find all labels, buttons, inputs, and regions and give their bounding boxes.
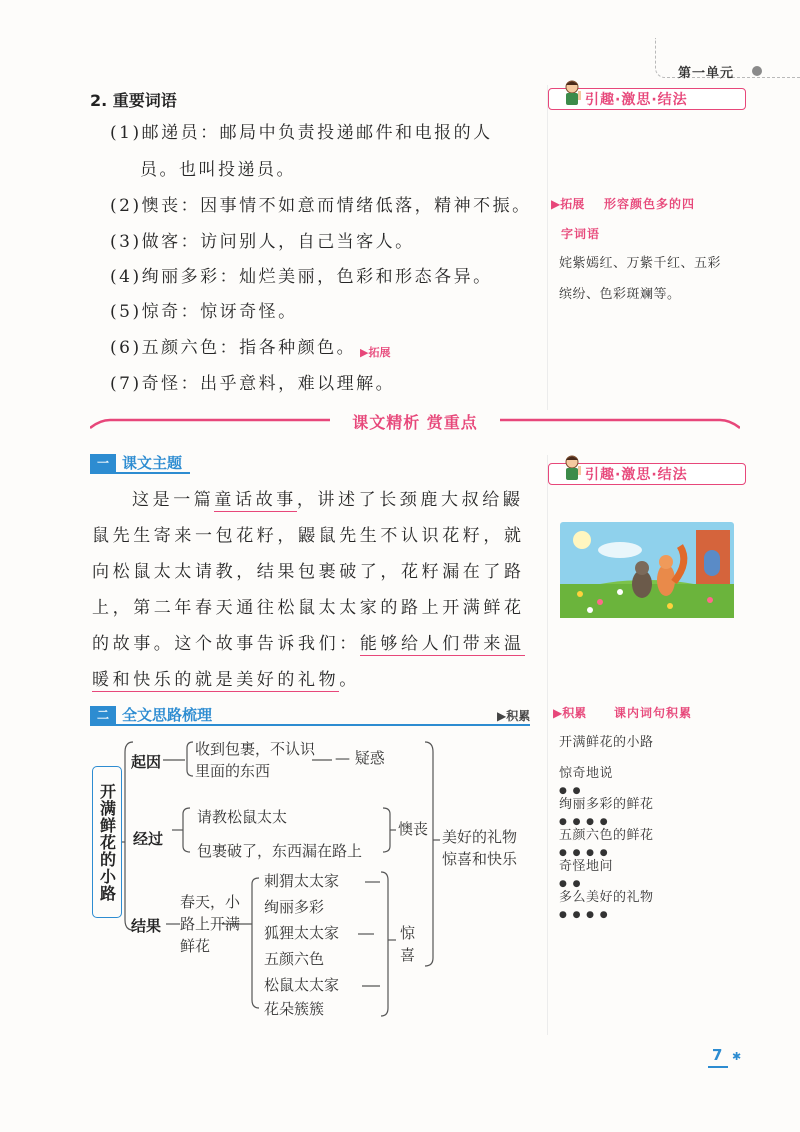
page-number-underline bbox=[708, 1066, 728, 1068]
theme-line-1 bbox=[132, 490, 523, 510]
accum-item-6 bbox=[559, 890, 654, 920]
vocab-item-7: (7)奇怪：出乎意料，难以理解。 bbox=[110, 374, 396, 394]
theme-line-4: 上，第二年春天通往松鼠太太家的路上开满鲜花 bbox=[92, 598, 525, 618]
column-divider bbox=[547, 455, 548, 1035]
theme-heading bbox=[90, 452, 182, 473]
theme-text: 这是一篇 bbox=[132, 490, 215, 510]
mindmap-summary-cont: 惊喜和快乐 bbox=[442, 850, 518, 868]
expand-body: 姹紫嫣红、万紫千红、五彩 bbox=[559, 256, 722, 271]
mindmap-squirrel-desc: 花朵簇簇 bbox=[264, 1000, 325, 1018]
accum-item-2 bbox=[559, 766, 614, 796]
teacher-icon bbox=[558, 78, 586, 108]
theme-line-6 bbox=[92, 670, 360, 690]
vocab-item-6: (6)五颜六色：指各种颜色。 bbox=[110, 338, 357, 358]
mindmap-title: 全文思路梳理 bbox=[122, 706, 213, 724]
mindmap-process-label: 经过 bbox=[133, 830, 164, 848]
story-illustration bbox=[560, 522, 734, 618]
star-icon: ✱ bbox=[732, 1050, 742, 1063]
unit-label: 第一单元 bbox=[678, 66, 735, 81]
accum-item-4 bbox=[559, 828, 654, 858]
page-number: 7 bbox=[712, 1046, 723, 1064]
theme-moral-cont: 暖和快乐的就是美好的礼物 bbox=[92, 670, 340, 690]
mindmap-result-feel: 惊 bbox=[400, 924, 416, 942]
accum-item-1: 开满鲜花的小路 bbox=[559, 735, 654, 750]
mindmap-result-text-end: 鲜花 bbox=[180, 937, 211, 955]
mindmap-hedgehog: 刺猬太太家 bbox=[264, 872, 340, 890]
mindmap-cause-text-cont: 里面的东西 bbox=[195, 762, 271, 780]
mindmap-cause-text: 收到包裹，不认识 bbox=[195, 740, 316, 758]
accum-item-3 bbox=[559, 797, 654, 827]
mindmap-result-text-cont: 路上开满 bbox=[180, 915, 241, 933]
mindmap-result-feel-cont: 喜 bbox=[400, 946, 416, 964]
theme-keyword: 童话故事 bbox=[214, 490, 297, 510]
vocab-item-2: (2)懊丧：因事情不如意而情绪低落，精神不振。 bbox=[110, 196, 532, 216]
mindmap-underline bbox=[90, 724, 530, 726]
vocab-item-4: (4)绚丽多彩：灿烂美丽，色彩和形态各异。 bbox=[110, 267, 493, 287]
mindmap-squirrel: 松鼠太太家 bbox=[264, 976, 340, 994]
emphasis-dots: ● ● ● ● bbox=[559, 848, 608, 858]
mindmap-summary: 美好的礼物 bbox=[442, 828, 518, 846]
vocab-item-1: (1)邮递员：邮局中负责投递邮件和电报的人 bbox=[110, 123, 493, 143]
mindmap-result-label: 结果 bbox=[131, 917, 162, 935]
theme-line-3: 向松鼠太太请教，结果包裹破了，花籽漏在了路 bbox=[92, 562, 525, 582]
mindmap-result-text: 春天，小 bbox=[180, 893, 241, 911]
theme-text: 的故事。这个故事告诉我们： bbox=[92, 634, 360, 654]
expand-tag: ▶拓展 bbox=[360, 346, 391, 359]
emphasis-dots: ● ● ● ● bbox=[559, 910, 608, 920]
theme-line-2: 鼠先生寄来一包花籽，鼹鼠先生不认识花籽，就 bbox=[92, 526, 525, 546]
accum-label: ▶积累 bbox=[553, 706, 587, 720]
unit-decoration-icon bbox=[752, 66, 762, 76]
vocab-item-3: (3)做客：访问别人，自己当客人。 bbox=[110, 232, 415, 252]
column-divider bbox=[547, 85, 548, 410]
mindmap-root bbox=[92, 766, 122, 918]
mindmap-cause-feel-label: 疑惑 bbox=[354, 749, 385, 767]
section-title: 课文精析 赏重点 bbox=[330, 410, 500, 436]
mindmap-badge: 二 bbox=[90, 706, 116, 724]
accum-text: 绚丽多彩的鲜花 bbox=[559, 797, 654, 812]
emphasis-dots: ● ● bbox=[559, 786, 581, 796]
expand-title-cont: 字词语 bbox=[561, 227, 601, 241]
mindmap-cause-feel: — 疑惑 bbox=[335, 749, 385, 767]
mindmap-root-label: 开满鲜花的小路 bbox=[97, 782, 117, 902]
accum-tag: ▶积累 bbox=[497, 709, 531, 723]
expand-label: ▶拓展 bbox=[551, 197, 585, 211]
mindmap-cause-label: 起因 bbox=[131, 753, 162, 771]
vocab-title: 2. 重要词语 bbox=[90, 91, 177, 110]
theme-underline bbox=[90, 472, 190, 474]
mindmap-hedgehog-desc: 绚丽多彩 bbox=[264, 898, 325, 916]
side-banner: 引趣·激思·结法 bbox=[548, 88, 746, 110]
accum-text: 多么美好的礼物 bbox=[559, 890, 654, 905]
mindmap-heading bbox=[90, 704, 212, 725]
theme-text: ，讲述了长颈鹿大叔给鼹 bbox=[296, 490, 524, 510]
emphasis-dots: ● ● bbox=[559, 879, 581, 889]
emphasis-dots: ● ● ● ● bbox=[559, 817, 608, 827]
expand-title: 形容颜色多的四 bbox=[604, 197, 696, 211]
accum-text: 奇怪地问 bbox=[559, 859, 614, 874]
mindmap-fox: 狐狸太太家 bbox=[264, 924, 340, 942]
mindmap-fox-desc: 五颜六色 bbox=[264, 950, 325, 968]
accum-item-5 bbox=[559, 859, 614, 889]
theme-moral: 能够给人们带来温 bbox=[359, 634, 525, 654]
theme-line-5 bbox=[92, 634, 525, 654]
theme-title: 课文主题 bbox=[122, 454, 183, 472]
theme-badge: 一 bbox=[90, 454, 116, 472]
vocab-item-1-cont: 员。也叫投递员。 bbox=[140, 160, 296, 180]
mindmap-process-text-cont: 包裹破了，东西漏在路上 bbox=[197, 842, 363, 860]
accum-text: 惊奇地说 bbox=[559, 766, 614, 781]
mindmap-process-text: 请教松鼠太太 bbox=[197, 808, 288, 826]
accum-text: 五颜六色的鲜花 bbox=[559, 828, 654, 843]
expand-body-cont: 缤纷、色彩斑斓等。 bbox=[559, 287, 681, 302]
accum-title: 课内词句积累 bbox=[614, 706, 693, 720]
theme-text: 。 bbox=[339, 670, 360, 690]
teacher-icon bbox=[558, 453, 586, 483]
vocab-item-5: (5)惊奇：惊讶奇怪。 bbox=[110, 302, 298, 322]
mindmap-process-feel: 懊丧 bbox=[398, 820, 429, 838]
side-banner: 引趣·激思·结法 bbox=[548, 463, 746, 485]
